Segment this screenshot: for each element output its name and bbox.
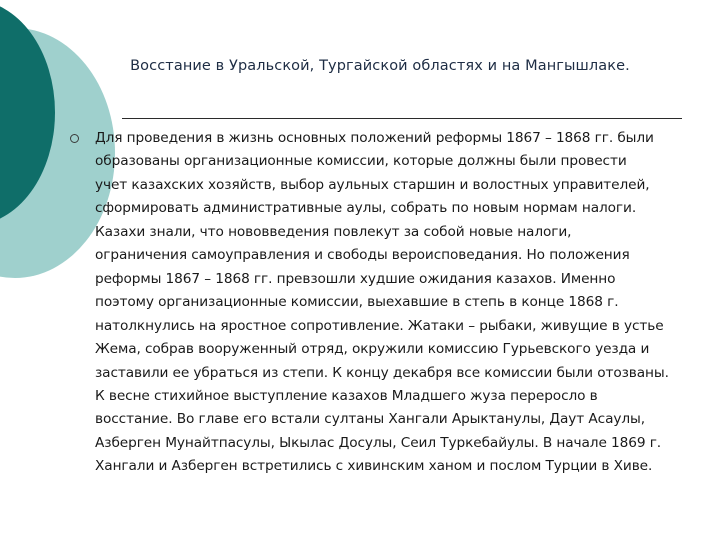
paragraph-line: Казахи знали, что нововведения повлекут за собой новые налоги, xyxy=(95,223,572,240)
paragraph-line: реформы 1867 – 1868 гг. превзошли худшие ожидания казахов. Именно xyxy=(95,270,616,287)
paragraph-line: образованы организационные комиссии, которые должны были провести xyxy=(95,153,627,170)
paragraph-line: сформировать административные аулы, собрать по новым нормам налоги. xyxy=(95,200,637,217)
paragraph-line: поэтому организационные комиссии, выехавшие в степь в конце 1868 г. xyxy=(95,294,619,311)
paragraph-line: Для проведения в жизнь основных положений реформы 1867 – 1868 гг. были xyxy=(95,130,654,146)
paragraph-line: Хангали и Азберген встретились с хивинским ханом и послом Турции в Хиве. xyxy=(95,458,653,475)
paragraph-line: натолкнулись на яростное сопротивление. Жатаки – рыбаки, живущие в устье xyxy=(95,317,664,334)
bullet-circle-icon xyxy=(70,134,79,143)
paragraph-line: заставили ее убраться из степи. К концу декабря все комиссии были отозваны. xyxy=(95,364,669,381)
paragraph-line: Азберген Мунайтпасулы, Ыкылас Досулы, Сеил Туркебайулы. В начале 1869 г. xyxy=(95,434,662,451)
paragraph-line: учет казахских хозяйств, выбор аульных старшин и волостных управителей, xyxy=(95,176,650,193)
paragraph-line: Жема, собрав вооруженный отряд, окружили комиссию Гурьевского уезда и xyxy=(95,341,650,358)
paragraph-line: восстание. Во главе его встали султаны Хангали Арыктанулы, Даут Асаулы, xyxy=(95,411,645,428)
slide-title: Восстание в Уральской, Тургайской областях и на Мангышлаке. xyxy=(130,58,630,74)
paragraph-line: К весне стихийное выступление казахов Младшего жуза переросло в xyxy=(95,387,598,404)
body-paragraph xyxy=(95,127,685,479)
title-divider xyxy=(122,118,682,119)
paragraph-line: ограничения самоуправления и свободы вероисповедания. Но положения xyxy=(95,247,630,264)
